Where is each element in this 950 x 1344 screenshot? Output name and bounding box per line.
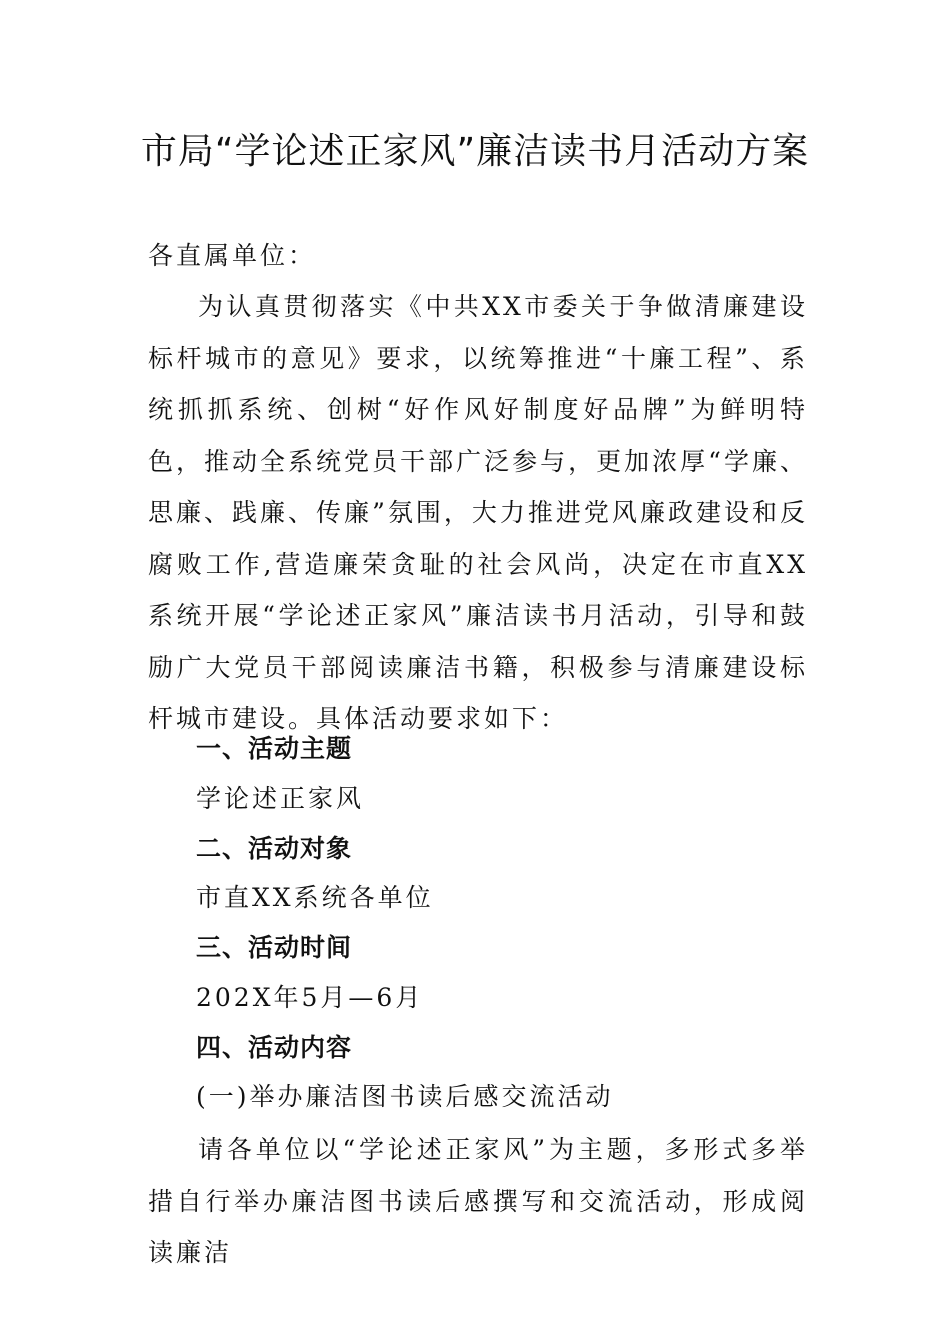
section-heading-time: 三、活动时间 [196, 933, 353, 962]
section-heading-theme: 一、活动主题 [196, 734, 353, 763]
document-title: 市局“学论述正家风”廉洁读书月活动方案 [140, 131, 810, 172]
section-content-target: 市直XX系统各单位 [196, 883, 434, 912]
salutation: 各直属单位： [148, 241, 317, 270]
section-heading-content: 四、活动内容 [196, 1033, 353, 1062]
intro-paragraph: 为认真贯彻落实《中共XX市委关于争做清廉建设标杆城市的意见》要求，以统筹推进“十廉工程”、系统抓抓系统、创树“好作风好制度好品牌”为鲜明特色，推动全系统党员干部广泛参与，更加浓厚“学廉、思廉、践廉、传廉”氛围，大力推进党风廉政建设和反腐败工作,营造廉荣贪耻的社会风尚，决定在市直XX系统开展“学论述正家风”廉洁读书月活动，引导和鼓励广大党员干部阅读廉洁书籍，积极参与清廉建设标杆城市建设。具体活动要求如下： [148, 292, 808, 733]
section-heading-target: 二、活动对象 [196, 834, 353, 863]
section-content-theme: 学论述正家风 [196, 784, 365, 813]
body-paragraph-reading-exchange: 请各单位以“学论述正家风”为主题，多形式多举措自行举办廉洁图书读后感撰写和交流活动，形成阅读廉洁 [148, 1135, 808, 1267]
section-content-time: 202X年5月—6月 [196, 983, 424, 1012]
subsection-heading-reading-exchange: (一)举办廉洁图书读后感交流活动 [196, 1082, 614, 1111]
